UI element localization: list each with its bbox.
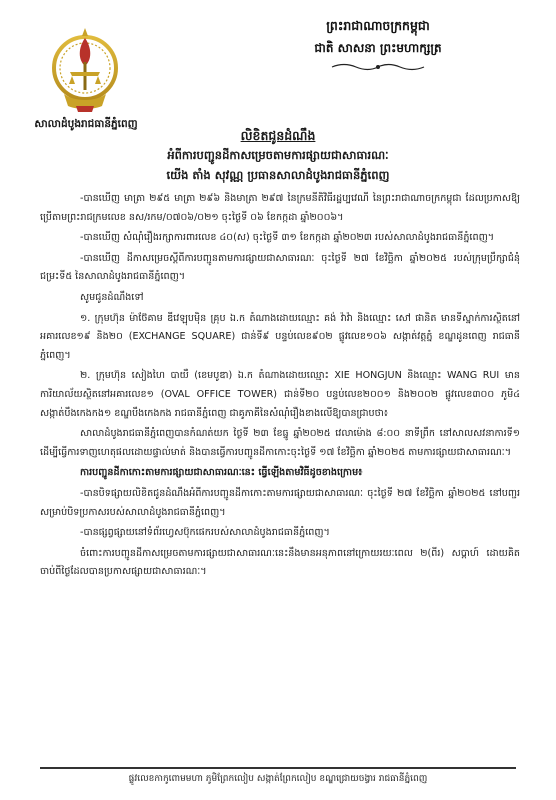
paragraph-party-2: ២. ក្រុមហ៊ុន សៀងហៃ បាយឺ (ខេមបូឌា) ឯ.ក តំណាងដោយឈ្មោះ XIE HONGJUN និងឈ្មោះ WANG RUI មានការិយាល័យស្ថិតនៅអគារលេខ១ (OVAL OFFICE TOWER) ជាន់ទី២០ បន្ទប់លេខ២០០១ និង២០០២ ផ្លូវលេខ៣០០ ភូមិ៤ សង្កាត់បឹងកេងកង១ ខណ្ឌបឹងកេងកង រាជធានីភ្នំពេញ ជាគូភាគីនៃសំណុំរឿងខាងលើឱ្យបានជ្រាបថា៖ [40,370,520,419]
paragraph-effective: ចំពោះការបញ្ជូនដីកាសម្រេចតាមការផ្សាយជាសាធារណៈនេះនឹងមានអនុភាពនៅក្រោយរយៈពេល ២(ពីរ) សប្ដាហ៍ ដោយគិតចាប់ពីថ្ងៃដែលបានប្រកាសផ្សាយជាសាធារណៈ។ [40,547,520,578]
document-issuer: យើង តាំង សុវណ្ណ ប្រធានសាលាដំបូងរាជធានីភ្នំពេញ [166,168,390,182]
document-subject: អំពីការបញ្ជូនដីកាសម្រេចតាមការផ្សាយជាសាធារណៈ [167,148,389,162]
court-name: សាលាដំបូងរាជធានីភ្នំពេញ [34,118,138,130]
paragraph-method-facebook: -បានផ្សព្វផ្សាយនៅទំព័រហ្វេសប៊ុកផេករបស់សាលាដំបូងរាជធានីភ្នំពេញ។ [80,527,330,539]
paragraph-legal-basis-decision: -បានឃើញ ដីកាសម្រេចស្តីពីការបញ្ជូនតាមការផ្សាយជាសាធារណៈ ចុះថ្ងៃទី ២៧ ខែវិច្ឆិកា ឆ្នាំ២០២៥ របស់ក្រុមប្រឹក្សាជំនុំជម្រះទី៥ នៃសាលាដំបូងរាជធានីភ្នំពេញ។ [40,252,520,283]
court-emblem-icon [50,22,120,114]
kingdom-heading: ព្រះរាជាណាចក្រកម្ពុជា [326,18,430,33]
paragraph-legal-basis-code: -បានឃើញ មាត្រា ២៩៥ មាត្រា ២៩៦ និងមាត្រា ២៩៧ នៃក្រមនីតិវិធីរដ្ឋប្បវេណី នៃព្រះរាជាណាចក្រកម្ពុជា ដែលប្រកាសឱ្យប្រើតាមព្រះរាជក្រមលេខ នស/រកម/០៧០៦/០២១ ចុះថ្ងៃទី ០៦ ខែកក្កដា ឆ្នាំ២០០៦។ [40,193,520,223]
paragraph-method-intro: ការបញ្ជូនដីកាកោះតាមការផ្សាយជាសាធារណៈនេះ ធ្វើឡើងតាមវិធីដូចខាងក្រោម៖ [80,467,363,479]
footer-divider [40,767,516,769]
document-body [40,190,520,584]
footer-address: ផ្លូវលេខកាកូពោមមហា ភូមិព្រែកលៀប សង្កាត់ព្រែកលៀប ខណ្ឌជ្រោយចង្វារ រាជធានីភ្នំពេញ [128,774,428,784]
paragraph-notify-to: សូមជូនដំណឹងទៅ [80,291,144,303]
ornament-divider-icon [330,62,426,72]
paragraph-party-1: ១. ក្រុមហ៊ុន ម៉ាថ៊ែគាម ឌីវេឡុបម៉ិន គ្រុប ឯ.ក តំណាងដោយឈ្មោះ គង់ វ៉ាវ៉ា និងឈ្មោះ សៅ ផានិត មានទីស្នាក់ការស្ថិតនៅអគារលេខ១៩ និង២០ (EXCHANGE SQUARE) ជាន់ទី៩ បន្ទប់លេខ៩០២ ផ្លូវលេខ១០៦ សង្កាត់វត្តភ្នំ ខណ្ឌដូនពេញ រាជធានីភ្នំពេញ។ [40,312,520,361]
paragraph-method-posting: -បានបិទផ្សាយលិខិតជូនដំណឹងអំពីការបញ្ជូនដីកាកោះតាមការផ្សាយជាសាធារណៈ ចុះថ្ងៃទី ២៧ ខែវិច្ឆិកា ឆ្នាំ២០២៥ នៅបញ្ជរសម្រាប់បិទប្រកាសរបស់សាលាដំបូងរាជធានីភ្នំពេញ។ [40,487,520,518]
national-motto: ជាតិ សាសនា ព្រះមហាក្សត្រ [314,41,442,55]
document-title: លិខិតជូនដំណឹង [240,128,316,143]
paragraph-hearing: សាលាដំបូងរាជធានីភ្នំពេញបានកំណត់យក ថ្ងៃទី ២៣ ខែធ្នូ ឆ្នាំ២០២៥ វេលាម៉ោង ៨:០០ នាទីព្រឹក នៅសាលសវនាការទី១ ដើម្បីធ្វើការទាញហេតុផលដោយផ្ទាល់មាត់ និងបានធ្វើការបញ្ជូនដីកាកោះចុះថ្ងៃទី ១៧ ខែវិច្ឆិកា ឆ្នាំ២០២៥ តាមការផ្សាយជាសាធារណៈ។ [40,428,520,458]
paragraph-legal-basis-case: -បានឃើញ សំណុំរឿងរក្សាការពារលេខ ៤០(ស) ចុះថ្ងៃទី ៣១ ខែកក្កដា ឆ្នាំ២០២៣ របស់សាលាដំបូងរាជធានីភ្នំពេញ។ [80,232,495,244]
